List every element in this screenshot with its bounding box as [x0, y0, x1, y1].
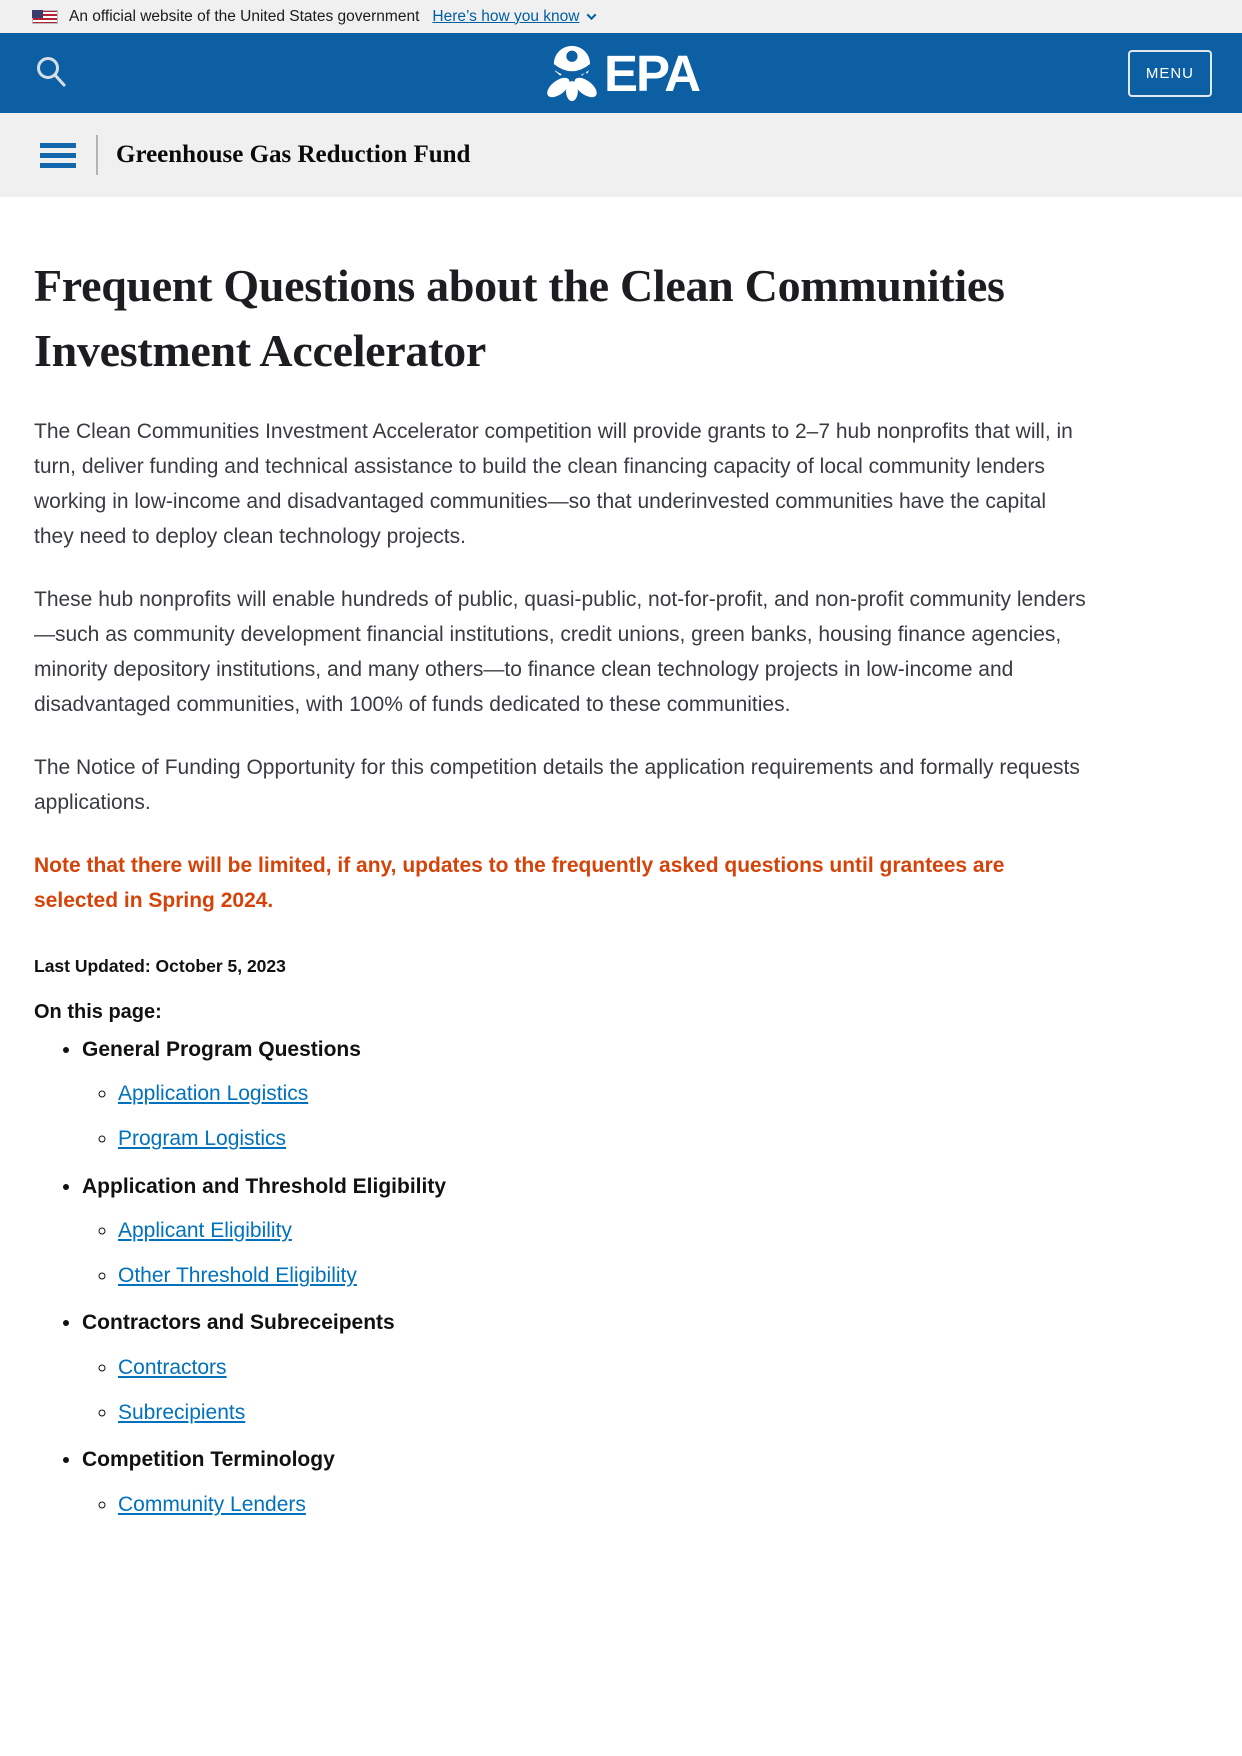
- on-this-page-label: On this page:: [34, 1000, 162, 1023]
- toc-link[interactable]: Contractors: [118, 1355, 227, 1379]
- us-flag-icon: [32, 10, 58, 24]
- on-this-page-list: [34, 1036, 1208, 1518]
- toc-section: [82, 1173, 1208, 1290]
- epa-wordmark: EPA: [603, 44, 700, 102]
- toc-section: [82, 1309, 1208, 1426]
- gov-banner: [0, 0, 1242, 33]
- toc-item: [118, 1399, 1208, 1426]
- page-title: Frequent Questions about the Clean Communities Investment Accelerator: [34, 260, 1005, 377]
- search-icon: [34, 54, 68, 90]
- toc-item: [118, 1262, 1208, 1289]
- toc-sublist: [82, 1080, 1208, 1153]
- search-button[interactable]: [30, 50, 72, 97]
- note-text: Note that there will be limited, if any, updates to the frequently asked questions until grantees are selected in Spring 2024.: [34, 853, 1005, 912]
- chevron-down-icon: [587, 10, 597, 20]
- epa-seal-icon: [543, 44, 601, 102]
- toc-sublist: [82, 1217, 1208, 1290]
- toc-link[interactable]: Program Logistics: [118, 1127, 287, 1151]
- how-you-know-link[interactable]: [432, 8, 595, 26]
- toc-section: [82, 1036, 1208, 1153]
- toc-section-label: Application and Threshold Eligibility: [82, 1174, 447, 1198]
- intro-paragraphs: [34, 414, 1208, 820]
- toc-link[interactable]: Community Lenders: [118, 1492, 306, 1516]
- toc-item: [118, 1217, 1208, 1244]
- toc-item: [118, 1491, 1208, 1518]
- toc-link[interactable]: Application Logistics: [118, 1081, 309, 1105]
- toc-link[interactable]: Other Threshold Eligibility: [118, 1264, 357, 1288]
- toc-sublist: [82, 1354, 1208, 1427]
- how-you-know-label: Here’s how you know: [432, 7, 580, 25]
- divider: [96, 135, 98, 175]
- intro-paragraph: The Clean Communities Investment Accelerator competition will provide grants to 2–7 hub nonprofits that will, in turn, deliver funding and technical assistance to build the clean financing capacity of local community lenders working in low-income and disadvantaged communities—so that underinvested communities have the capital they need to deploy clean technology projects.: [34, 419, 1073, 548]
- site-title-link[interactable]: Greenhouse Gas Reduction Fund: [116, 141, 471, 168]
- intro-paragraph: The Notice of Funding Opportunity for this competition details the application requirements and formally requests applications.: [34, 755, 1080, 814]
- hamburger-menu-button[interactable]: [38, 141, 78, 170]
- hamburger-icon: [40, 143, 76, 148]
- toc-link[interactable]: Subrecipients: [118, 1401, 246, 1424]
- last-updated: Last Updated: October 5, 2023: [34, 955, 286, 976]
- toc-item: [118, 1080, 1208, 1107]
- toc-link[interactable]: Applicant Eligibility: [118, 1218, 292, 1242]
- toc-section: [82, 1446, 1208, 1518]
- intro-paragraph: These hub nonprofits will enable hundreds of public, quasi-public, not-for-profit, and non-profit community lenders—such as community development financial institutions, credit unions, green banks, housing finance agencies, minority depository institutions, and many others—to finance clean technology projects in low-income and disadvantaged communities, with 100% of funds dedicated to these communities.: [34, 587, 1086, 716]
- toc-section-label: General Program Questions: [82, 1037, 361, 1061]
- main-content: [0, 197, 1242, 1518]
- epa-logo[interactable]: [543, 44, 699, 102]
- toc-item: [118, 1125, 1208, 1152]
- toc-item: [118, 1354, 1208, 1381]
- masthead: [0, 33, 1242, 113]
- gov-banner-text: An official website of the United States government: [69, 7, 420, 25]
- toc-sublist: [82, 1491, 1208, 1518]
- menu-button[interactable]: MENU: [1128, 50, 1212, 97]
- site-bar: [0, 113, 1242, 197]
- toc-section-label: Competition Terminology: [82, 1448, 335, 1472]
- toc-section-label: Contractors and Subreceipents: [82, 1311, 395, 1335]
